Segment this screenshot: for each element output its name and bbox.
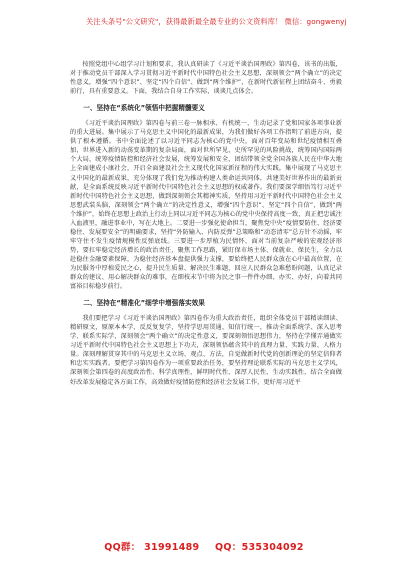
- intro-paragraph: 按照党组中心组学习计划和要求，我认真研读了《习近平谈治国理政》第四卷，该书的出版，对于推动党员干部深入学习贯彻习近平新时代中国特色社会主义思想，深刻领会“两个确立”的决定性意义，增强“四个意识”、坚定“四个自信”、做到“两个维护”，在新时代新征程上团结奋斗、勇毅前行，具有重要意义。下面，我结合自身工作实际，谈谈几点体会。: [70, 61, 342, 96]
- section-2-paragraph: 我们要把学习《习近平谈治国理政》第四卷作为重大政治责任，组织全体党员干部精读细读、精研原文，原原本本学、反反复复学，坚持学思用贯通、知信行统一，推动全面系统学、深入思考学、联系实际学，深刻领会“两个确立”的决定性意义，要深刻领悟思想伟力，坚持在学懂弄通做实习近平新时代中国特色社会主义思想上下功夫，深刻领悟蕴含其中的真理力量、实践力量、人格力量。深刻理解贯穿其中的马克思主义立场、观点、方法，自觉做新时代党的创新理论的坚定信仰者和忠实实践者。要把学习第四卷作为一项重要政治任务，要坚持理论联系实际的马克思主义学风，深刻领会第四卷的高度政治性、科学真理性、鲜明时代性、深厚人民性、生动实践性，结合全面做好改革发展稳定各方面工作，高效做好疫情防控和经济社会发展工作，更好用习近平: [70, 315, 342, 386]
- section-heading-1: 一、坚持在“系统化”领悟中把握精髓要义: [83, 104, 205, 113]
- promo-banner: [86, 17, 390, 27]
- section-1-paragraph: 《习近平谈治国理政》第四卷与前三卷一脉相承、有机统一，生动记录了党和国家各项事业新的重大进展。集中展示了马克思主义中国化的最新成果，为我们做好各项工作指明了前进方向，提供了根本遵循。书中全面论述了以习近平同志为核心的党中央，面对百年变局和世纪疫情相互叠加，世界进入新的动荡变革期的复杂局面，面对世所罕见、史所罕见的风险挑战，统筹国内国际两个大局，统筹疫情防控和经济社会发展，统筹发展和安全，团结带领全党全国各族人民在中华大地上全面建成小康社会，开启全面建设社会主义现代化国家新征程的伟大实践。集中展现了马克思主义中国化的最新成果，充分体现了我们党为推动构建人类命运共同体，共建美好世界作出的最新贡献，是全面系统反映习近平新时代中国特色社会主义思想的权威著作。我们要深学细悟笃行习近平新时代中国特色社会主义思想，做到深刻领会其精神实质，坚持用习近平新时代中国特色社会主义思想武装头脑，深刻领会“两个确立”的决定性意义，增强“四个意识”、坚定“四个自信”，做到“两个维护”，始终在思想上政治上行动上同以习近平同志为核心的党中央保持高度一致，真正把忠诚注入血液里，融进事业中，写在大地上。二要进一步强化使命担当，聚焦党中央“疫情要防住、经济要稳住、发展要安全”的明确要求，坚持“外防输入、内防反弹”总策略和“动态清零”总方针不动摇，牢牢守住不发生疫情规模性反弹底线。三要进一步厚植为民情怀，面对当前复杂严峻的宏观经济形势，要扛牢稳定经济增长的政治责任，聚焦工作思路，紧盯保市场主体、保就业、保民生，全力以赴稳住金融要素保障，为稳住经济基本盘提供强力支撑，要始终把人民群众放在心中最高位置，在为民服务中厚植爱民之心，提升民生质量、解决民生难题，回应人民群众急难愁盼问题，认真记录群众的建议、用心解决群众的难事，在细枝末节中将为民之事一件件办细、办实、办好，向着共同富裕目标稳步前行。: [70, 120, 343, 291]
- qq-group: QQ群： 31991489: [104, 542, 200, 553]
- banner-line: 关注头条号"公文研究"，获得最新最全最专业的公文资料库！ 微信：gongwenyj: [86, 17, 347, 26]
- document-body: [70, 60, 342, 387]
- qq-number: QQ：535304092: [215, 542, 304, 553]
- contact-footer: [0, 539, 408, 553]
- section-heading-2: 二、坚持在“精准化”细学中增强落实效果: [83, 299, 205, 308]
